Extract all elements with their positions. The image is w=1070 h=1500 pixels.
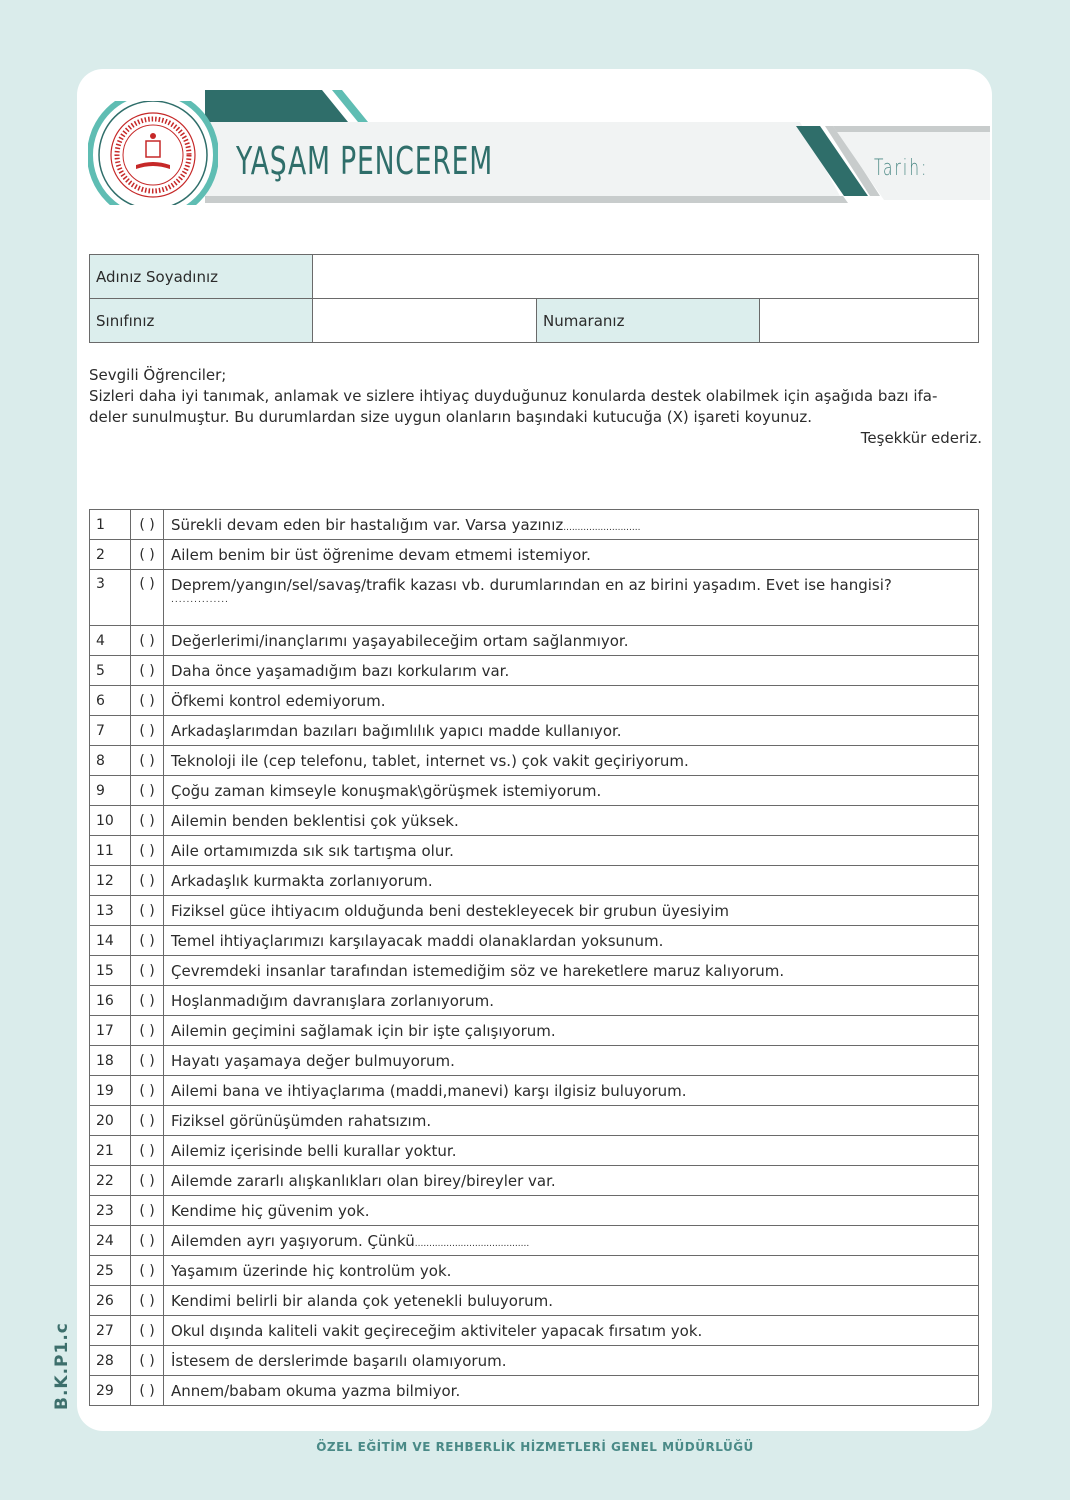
item-statement: Ailemi bana ve ihtiyaçlarıma (maddi,manevi) karşı ilgisiz buluyorum. — [171, 1081, 687, 1100]
class-field[interactable] — [313, 299, 537, 343]
item-number: 7 — [90, 716, 131, 746]
item-text — [164, 836, 979, 866]
intro-line-2: deler sunulmuştur. Bu durumlardan size uygun olanların başındaki kutucuğa (X) işareti koyunuz. — [89, 408, 812, 426]
item-text — [164, 1046, 979, 1076]
item-statement: Çevremdeki insanlar tarafından istemediğim söz ve hareketlere maruz kalıyorum. — [171, 961, 785, 980]
table-row — [90, 510, 979, 540]
item-statement: Okul dışında kaliteli vakit geçireceğim aktiviteler yapacak fırsatım yok. — [171, 1321, 703, 1340]
class-label: Sınıfınız — [90, 299, 313, 343]
item-checkbox[interactable]: ( ) — [131, 686, 164, 716]
item-statement: Annem/babam okuma yazma bilmiyor. — [171, 1381, 461, 1400]
item-statement: Ailem benim bir üst öğrenime devam etmemi istemiyor. — [171, 545, 591, 564]
item-checkbox[interactable]: ( ) — [131, 896, 164, 926]
item-number: 22 — [90, 1166, 131, 1196]
item-number: 3 — [90, 570, 131, 626]
item-number: 26 — [90, 1286, 131, 1316]
table-row — [90, 686, 979, 716]
table-row — [90, 866, 979, 896]
item-text — [164, 1286, 979, 1316]
item-checkbox[interactable]: ( ) — [131, 1196, 164, 1226]
item-checkbox[interactable]: ( ) — [131, 716, 164, 746]
item-number: 1 — [90, 510, 131, 540]
item-text — [164, 926, 979, 956]
item-checkbox[interactable]: ( ) — [131, 1256, 164, 1286]
item-text — [164, 1196, 979, 1226]
item-checkbox[interactable]: ( ) — [131, 746, 164, 776]
item-number: 14 — [90, 926, 131, 956]
table-row — [90, 626, 979, 656]
item-text — [164, 1166, 979, 1196]
item-statement: Kendime hiç güvenim yok. — [171, 1201, 370, 1220]
table-row — [90, 896, 979, 926]
item-text — [164, 776, 979, 806]
item-statement: Fiziksel güce ihtiyacım olduğunda beni destekleyecek bir grubun üyesiyim — [171, 901, 730, 920]
item-number: 23 — [90, 1196, 131, 1226]
table-row — [90, 716, 979, 746]
item-checkbox[interactable]: ( ) — [131, 626, 164, 656]
table-row — [90, 1376, 979, 1406]
answer-line[interactable]: ........................... — [563, 522, 641, 533]
item-number: 13 — [90, 896, 131, 926]
item-text — [164, 570, 979, 626]
item-statement: Deprem/yangın/sel/savaş/trafik kazası vb. durumlarından en az birini yaşadım. Evet ise hangisi? — [171, 576, 892, 594]
item-statement: Hoşlanmadığım davranışlara zorlanıyorum. — [171, 991, 494, 1010]
item-statement: Çoğu zaman kimseyle konuşmak\görüşmek istemiyorum. — [171, 781, 602, 800]
item-checkbox[interactable]: ( ) — [131, 836, 164, 866]
table-row — [90, 1076, 979, 1106]
item-number: 15 — [90, 956, 131, 986]
item-number: 29 — [90, 1376, 131, 1406]
item-number: 16 — [90, 986, 131, 1016]
form-code: B.K.P1.c — [52, 1322, 72, 1410]
item-text — [164, 1376, 979, 1406]
item-number: 12 — [90, 866, 131, 896]
table-row — [90, 776, 979, 806]
footer-text: ÖZEL EĞİTİM VE REHBERLİK HİZMETLERİ GENEL MÜDÜRLÜĞÜ — [316, 1440, 754, 1454]
item-statement: Ailemde zararlı alışkanlıkları olan birey/bireyler var. — [171, 1171, 556, 1190]
item-text — [164, 1226, 979, 1256]
item-statement: Ailemin benden beklentisi çok yüksek. — [171, 811, 459, 830]
page-title: YAŞAM PENCEREM — [236, 139, 494, 183]
name-field[interactable] — [313, 255, 979, 299]
item-text — [164, 1256, 979, 1286]
item-statement: Ailemin geçimini sağlamak için bir işte çalışıyorum. — [171, 1021, 556, 1040]
item-statement: İstesem de derslerimde başarılı olamıyorum. — [171, 1351, 507, 1370]
item-statement: Değerlerimi/inançlarımı yaşayabileceğim ortam sağlanmıyor. — [171, 631, 629, 650]
item-text — [164, 1106, 979, 1136]
item-statement: Daha önce yaşamadığım bazı korkularım var. — [171, 661, 510, 680]
intro-text — [89, 365, 982, 449]
item-checkbox[interactable]: ( ) — [131, 1046, 164, 1076]
item-number: 2 — [90, 540, 131, 570]
item-checkbox[interactable]: ( ) — [131, 1316, 164, 1346]
table-row — [90, 1106, 979, 1136]
item-number: 17 — [90, 1016, 131, 1046]
greeting: Sevgili Öğrenciler; — [89, 366, 227, 384]
item-checkbox[interactable]: ( ) — [131, 986, 164, 1016]
item-checkbox[interactable]: ( ) — [131, 866, 164, 896]
item-statement: Öfkemi kontrol edemiyorum. — [171, 691, 386, 710]
ministry-seal-icon — [88, 101, 218, 205]
name-label: Adınız Soyadınız — [90, 255, 313, 299]
item-number: 8 — [90, 746, 131, 776]
item-statement: Ailemiz içerisinde belli kurallar yoktur. — [171, 1141, 457, 1160]
item-statement: Yaşamım üzerinde hiç kontrolüm yok. — [171, 1261, 452, 1280]
item-text — [164, 746, 979, 776]
item-text — [164, 716, 979, 746]
table-row — [90, 986, 979, 1016]
item-number: 18 — [90, 1046, 131, 1076]
item-text — [164, 540, 979, 570]
item-checkbox[interactable]: ( ) — [131, 570, 164, 626]
item-text — [164, 896, 979, 926]
item-number: 11 — [90, 836, 131, 866]
item-statement: Teknoloji ile (cep telefonu, tablet, internet vs.) çok vakit geçiriyorum. — [171, 751, 689, 770]
item-number: 28 — [90, 1346, 131, 1376]
item-checkbox[interactable]: ( ) — [131, 540, 164, 570]
item-checkbox[interactable]: ( ) — [131, 926, 164, 956]
table-row — [90, 1256, 979, 1286]
item-text — [164, 956, 979, 986]
item-text — [164, 1316, 979, 1346]
table-row — [90, 1286, 979, 1316]
date-label: Tarih: — [874, 156, 929, 181]
item-checkbox[interactable]: ( ) — [131, 656, 164, 686]
item-number: 19 — [90, 1076, 131, 1106]
item-text — [164, 510, 979, 540]
item-text — [164, 1016, 979, 1046]
item-statement: Hayatı yaşamaya değer bulmuyorum. — [171, 1051, 455, 1070]
table-row — [90, 1316, 979, 1346]
table-row — [90, 1136, 979, 1166]
item-text — [164, 626, 979, 656]
number-field[interactable] — [760, 299, 979, 343]
item-text — [164, 986, 979, 1016]
table-row — [90, 1046, 979, 1076]
item-text — [164, 1136, 979, 1166]
table-row — [90, 1346, 979, 1376]
item-checkbox[interactable]: ( ) — [131, 510, 164, 540]
item-checkbox[interactable]: ( ) — [131, 806, 164, 836]
item-checkbox[interactable]: ( ) — [131, 1106, 164, 1136]
item-checkbox[interactable]: ( ) — [131, 1286, 164, 1316]
item-number: 20 — [90, 1106, 131, 1136]
table-row — [90, 656, 979, 686]
table-row — [90, 1016, 979, 1046]
statement-table — [89, 509, 979, 1406]
item-checkbox[interactable]: ( ) — [131, 956, 164, 986]
item-number: 4 — [90, 626, 131, 656]
item-statement: Ailemden ayrı yaşıyorum. Çünkü — [171, 1231, 415, 1250]
table-row — [90, 836, 979, 866]
item-number: 21 — [90, 1136, 131, 1166]
number-label: Numaranız — [537, 299, 760, 343]
item-number: 5 — [90, 656, 131, 686]
intro-line-1: Sizleri daha iyi tanımak, anlamak ve sizlere ihtiyaç duyduğunuz konularda destek olabilmek için aşağıda bazı ifa- — [89, 387, 938, 405]
item-statement: Kendimi belirli bir alanda çok yetenekli buluyorum. — [171, 1291, 554, 1310]
table-row — [90, 1166, 979, 1196]
item-checkbox[interactable]: ( ) — [131, 1016, 164, 1046]
answer-line[interactable]: ........................................ — [414, 1238, 530, 1249]
item-number: 25 — [90, 1256, 131, 1286]
item-checkbox[interactable]: ( ) — [131, 1226, 164, 1256]
table-row — [90, 926, 979, 956]
item-statement: Aile ortamımızda sık sık tartışma olur. — [171, 841, 454, 860]
table-row — [90, 806, 979, 836]
item-text — [164, 1346, 979, 1376]
item-text — [164, 1076, 979, 1106]
item-checkbox[interactable]: ( ) — [131, 1076, 164, 1106]
item-checkbox[interactable]: ( ) — [131, 1166, 164, 1196]
table-row — [90, 1196, 979, 1226]
student-info-table — [89, 254, 979, 343]
item-statement: Arkadaşlarımdan bazıları bağımlılık yapıcı madde kullanıyor. — [171, 721, 622, 740]
item-number: 9 — [90, 776, 131, 806]
item-checkbox[interactable]: ( ) — [131, 1346, 164, 1376]
item-number: 24 — [90, 1226, 131, 1256]
table-row — [90, 540, 979, 570]
item-number: 27 — [90, 1316, 131, 1346]
item-checkbox[interactable]: ( ) — [131, 1136, 164, 1166]
answer-line[interactable]: ............... — [171, 595, 229, 605]
item-statement: Fiziksel görünüşümden rahatsızım. — [171, 1111, 432, 1130]
item-statement: Sürekli devam eden bir hastalığım var. Varsa yazınız — [171, 515, 564, 534]
item-statement: Temel ihtiyaçlarımızı karşılayacak maddi olanaklardan yoksunum. — [171, 931, 664, 950]
item-text — [164, 806, 979, 836]
item-number: 6 — [90, 686, 131, 716]
item-statement: Arkadaşlık kurmakta zorlanıyorum. — [171, 871, 433, 890]
thanks-text: Teşekkür ederiz. — [860, 429, 982, 447]
item-checkbox[interactable]: ( ) — [131, 1376, 164, 1406]
item-number: 10 — [90, 806, 131, 836]
item-text — [164, 686, 979, 716]
item-text — [164, 656, 979, 686]
table-row — [90, 956, 979, 986]
table-row — [90, 1226, 979, 1256]
item-checkbox[interactable]: ( ) — [131, 776, 164, 806]
item-text — [164, 866, 979, 896]
table-row — [90, 570, 979, 626]
table-row — [90, 746, 979, 776]
